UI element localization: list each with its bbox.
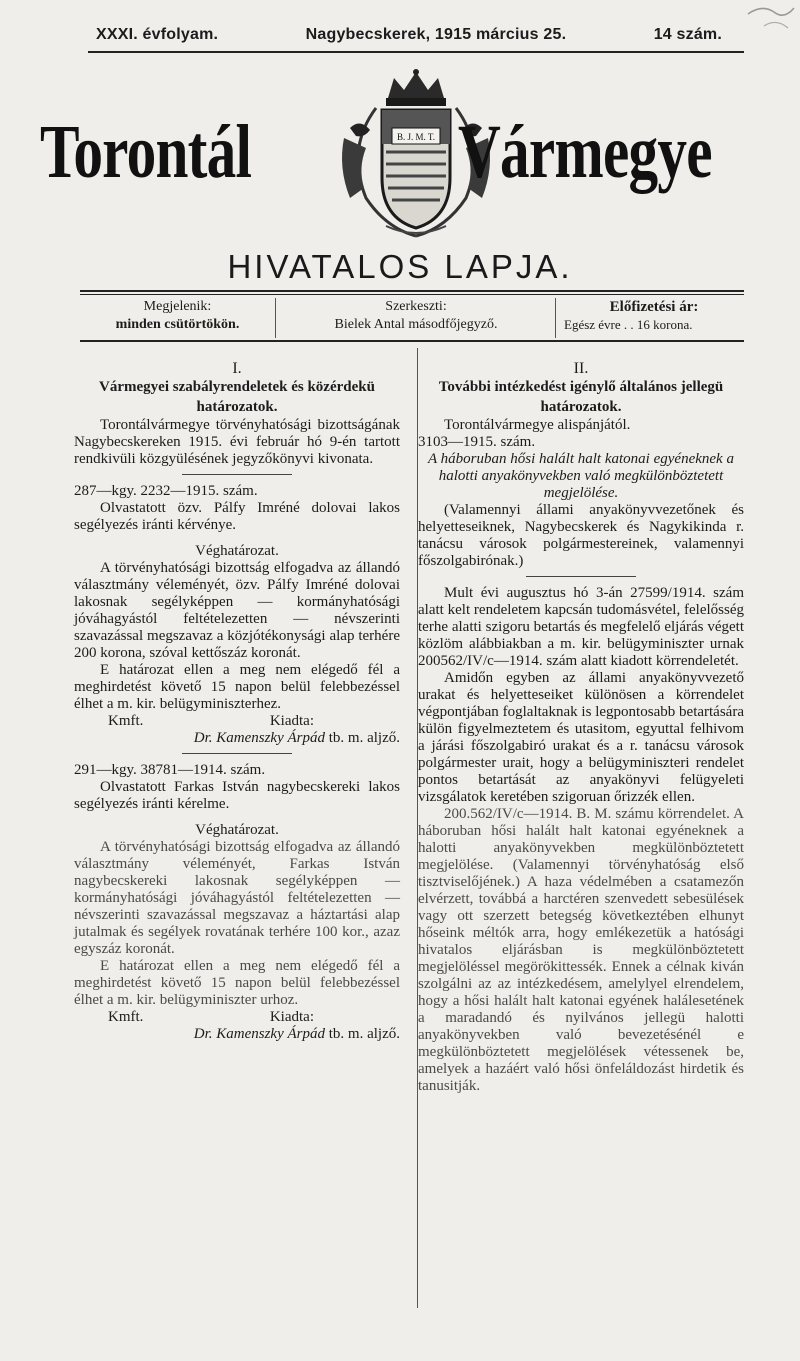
petition-subject: Olvastatott Farkas István nagybecskereki lakos segélyezés iránti kérelme. — [74, 779, 400, 812]
kmft-label: Kmft. — [108, 1009, 144, 1025]
right-column — [418, 360, 744, 1095]
addressees: (Valamennyi állami anyakönyvvezetőnek és helyetteseiknek, Nagybecskerek és Nagykikinda r. tanácsu városok polgármestereinek, valamennyi főszolgabirónak.) — [418, 502, 744, 569]
reference-number: 287—kgy. 2232—1915. szám. — [74, 483, 258, 499]
masthead-right-word: Vármegye — [458, 110, 712, 194]
separator-short — [182, 753, 292, 754]
appeal-text: E határozat ellen a meg nem elégedő fél a meghirdetést követő 15 napon belül felebbezéssel élhet a m. kir. belügyminiszter urhoz. — [74, 958, 400, 1008]
decision-text: A törvényhatósági bizottság elfogadva az állandó választmány véleményét, Farkas István nagybecskereki lakosnak segélyképpen — kormányhatósági jóváhagyástól feltételezetten — névszerinti szavazással megszavaz a háztartási alap jutalmak és segélyek rovatának terhére 100 kor., azaz egyszáz koronát. — [74, 839, 400, 957]
signer-name: Dr. Kamenszky Árpád — [193, 730, 325, 746]
infobar-top-rule — [80, 290, 744, 292]
left-column — [74, 360, 400, 1043]
signature-line — [74, 730, 400, 747]
infobar-top-rule-thin — [80, 294, 744, 295]
signer-name: Dr. Kamenszky Árpád — [193, 1026, 325, 1042]
issue-number: 14 szám. — [653, 26, 722, 43]
subscription-cell — [555, 298, 744, 338]
signature-row — [74, 713, 400, 730]
appears-value: minden csütörtökön. — [115, 317, 240, 332]
info-bar — [80, 298, 744, 338]
separator-short — [526, 576, 636, 577]
masthead-subtitle: HIVATALOS LAPJA. — [227, 248, 573, 285]
decision-title: Véghatározat. — [195, 822, 279, 838]
editor-value: Bielek Antal másodfőjegyző. — [334, 317, 498, 332]
decree-body-2: Amidőn egyben az állami anyakönyvvezető urakat és helyetteseiket különösen a körrendelet végpontjában foglaltaknak is legpontosabb betartására külön figyelmeztetem és utasitom, egyuttal felhivom a járási főszolgabiró urakat és a r. tanácsu városok polgármester urait, hogy a belügyminiszteri rendelet pontos betartását az anyakönyvi felügyeleti vizsgálatok keretében szigoruan őrizzék ellen. — [418, 670, 744, 805]
reference-number: 3103—1915. szám. — [418, 434, 536, 450]
section-number-right: II. — [573, 360, 589, 377]
section-number-left: I. — [232, 360, 242, 377]
appeal-text: E határozat ellen a meg nem elégedő fél a meghirdetést követő 15 napon belül felebbezéssel élhet a m. kir. belügyminiszterhez. — [74, 662, 400, 712]
kiadta-label: Kiadta: — [269, 1009, 314, 1025]
appears-label: Megjelenik: — [143, 299, 212, 314]
separator-short — [182, 474, 292, 475]
decree-body-3: 200.562/IV/c—1914. B. M. számu körrendelet. A háboruban hősi halált halt katonai egyéneknek a halotti anyakönyvekben megkülönböztetett megjelölése. (Valamennyi törvényhatóság első tisztviselőjének.) A haza védelmében a csatamezőn elvérzett, továbbá a harctéren szenvedett sebesülések vagy ott szerzett betegség következtében elhunyt hőseink méltók arra, hogy emlékezetük a hatósági hivatalos eljárásban is megkülönböztetett megjelöléssel megörökittessék. Ennek a célnak kiván szolgálni az az intézkedésem, amelylyel elrendelem, hogy a hősi halált halt katonai egyének halálesetének a maradandó és nyilvános jellegü halotti anyakönyvekben való bevezetésénél e megkülönböztetett megjelölések vétessenek be, amelyek a hazáért való hősi önfeláldozást hirdetik és tanusitják. — [418, 806, 744, 1094]
place-date: Nagybecskerek, 1915 március 25. — [305, 26, 567, 43]
issue-header — [96, 24, 722, 46]
section-heading-right: További intézkedést igénylő általános jellegü határozatok. — [438, 379, 724, 415]
appears-cell — [80, 298, 275, 338]
section-heading-left: Vármegyei szabályrendeletek és közérdekü határozatok. — [99, 379, 375, 415]
signature-row — [74, 1009, 400, 1026]
editor-cell — [275, 298, 556, 338]
coat-label: B. J. M. T. — [397, 132, 435, 142]
reference-number: 291—kgy. 38781—1914. szám. — [74, 762, 266, 778]
minutes-intro: Torontálvármegye törvényhatósági bizottságának Nagybecskereken 1915. évi február hó 9-én tartott rendkivüli közgyülésének jegyzőkönyvi kivonata. — [74, 417, 400, 467]
infobar-bottom-rule — [80, 340, 744, 342]
kiadta-label: Kiadta: — [269, 713, 314, 729]
signature-line — [74, 1026, 400, 1043]
issuer-line: Torontálvármegye alispánjától. — [444, 417, 631, 433]
signer-title: tb. m. aljző. — [328, 1026, 400, 1042]
editor-label: Szerkeszti: — [385, 299, 447, 314]
masthead-left-word: Torontál — [40, 110, 252, 194]
decree-body-1: Mult évi augusztus hó 3-án 27599/1914. szám alatt kelt rendeletem kapcsán tudomásvétel, felelősség terhe alatti szigoru betartás és megfelelő eljárás végett közlöm alábbiakban a m. kir. belügyminiszter urnak 200562/IV/c—1914. szám alatt kiadott körrendeletét. — [418, 585, 744, 669]
decision-title: Véghatározat. — [195, 543, 279, 559]
decision-text: A törvényhatósági bizottság elfogadva az állandó választmány véleményét, özv. Pálfy Imréné dolovai lakosnak segélyképpen — kormányhatósági jóváhagyástól feltételezetten — névszerinti szavazással megszavaz a közjótékonysági alap terhére 200 korona, szóval kettőszáz koronát. — [74, 560, 400, 661]
volume-label: XXXI. évfolyam. — [96, 26, 219, 43]
subscription-value: Egész évre . . 16 korona. — [564, 317, 693, 332]
kmft-label: Kmft. — [108, 713, 144, 729]
torn-corner-mark — [744, 0, 800, 36]
petition-subject: Olvastatott özv. Pálfy Imréné dolovai lakos segélyezés iránti kérvénye. — [74, 500, 400, 533]
header-rule — [88, 51, 744, 53]
masthead — [0, 68, 800, 248]
subscription-label: Előfizetési ár: — [609, 299, 699, 315]
decree-subject: A háboruban hősi halált halt katonai egyéneknek a halotti anyakönyvekben való megkülönböztetett megjelölése. — [428, 451, 734, 501]
signer-title: tb. m. aljző. — [328, 730, 400, 746]
